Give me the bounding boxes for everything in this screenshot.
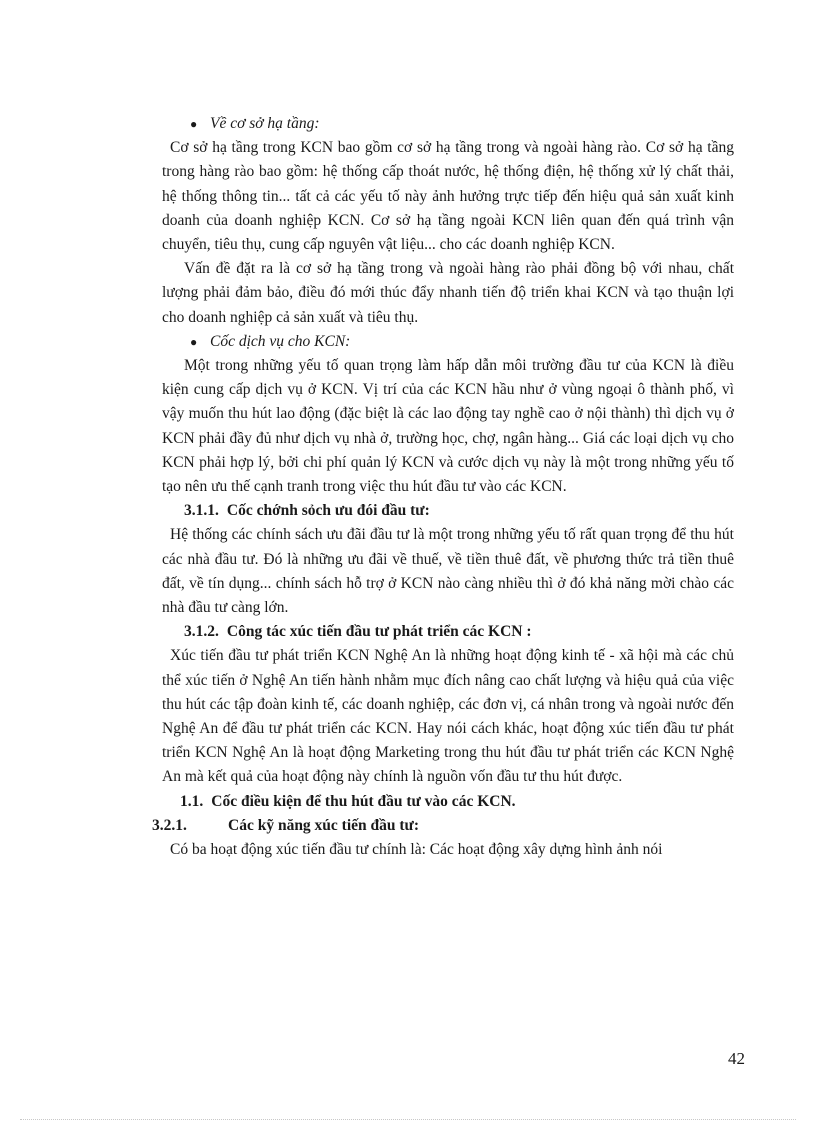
- bullet-label: Cốc dịch vụ cho KCN:: [210, 332, 351, 350]
- paragraph: Hệ thống các chính sách ưu đãi đầu tư là một trong những yếu tố rất quan trọng để thu hút các nhà đầu tư. Đó là những ưu đãi về thuế, về tiền thuê đất, về phương thức trả tiền thuê đất, về tín dụng... chính sách hỗ trợ ở KCN nào càng nhiều thì ở đó khả năng mời chào các nhà đầu tư càng lớn.: [162, 526, 734, 617]
- heading-text: Cốc chớnh sỏch ưu đói đầu tư:: [226, 502, 430, 520]
- section-heading: [180, 790, 734, 814]
- heading-number: 3.1.2.: [184, 623, 219, 641]
- page-number: 42: [728, 1049, 745, 1068]
- paragraph: Vấn đề đặt ra là cơ sở hạ tầng trong và ngoài hàng rào phải đồng bộ với nhau, chất lượng phải đảm bảo, điều đó mới thúc đẩy nhanh tiến độ triển khai KCN và tạo thuận lợi cho doanh nghiệp cả sản xuất và tiêu thụ.: [162, 260, 734, 326]
- bullet-label: Về cơ sở hạ tầng:: [210, 115, 320, 132]
- heading-text: Cốc điều kiện để thu hút đầu tư vào các KCN.: [211, 792, 516, 810]
- bullet-icon: ●: [190, 117, 198, 131]
- bullet-infrastructure: [190, 112, 734, 136]
- heading-text: Công tác xúc tiến đầu tư phát triển các KCN :: [226, 623, 532, 641]
- document-body: [152, 112, 734, 862]
- bullet-icon: ●: [190, 334, 198, 349]
- heading-number: 1.1.: [180, 792, 204, 810]
- paragraph: Cơ sở hạ tầng trong KCN bao gồm cơ sở hạ tầng trong và ngoài hàng rào. Cơ sở hạ tầng trong hàng rào bao gồm: hệ thống cấp thoát nước, hệ thống điện, hệ thống xử lý chất thải, hệ thống thông tin... tất cả các yếu tố này ảnh hưởng trực tiếp đến hiệu quả sản xuất kinh doanh của doanh nghiệp KCN. Cơ sở hạ tầng ngoài KCN liên quan đến quá trình vận chuyển, tiêu thụ, cung cấp nguyên vật liệu... cho các doanh nghiệp KCN.: [162, 139, 734, 254]
- bullet-services: [190, 330, 734, 354]
- heading-text: Các kỹ năng xúc tiến đầu tư:: [228, 816, 420, 834]
- paragraph: Một trong những yếu tố quan trọng làm hấp dẫn môi trường đầu tư của KCN là điều kiện cung cấp dịch vụ ở KCN. Vị trí của các KCN hầu như ở vùng ngoại ô thành phố, vì vậy muốn thu hút lao động (đặc biệt là các lao động tay nghề cao ở nội thành) thì dịch vụ ở KCN phải đầy đủ như dịch vụ nhà ở, trường học, chợ, ngân hàng... Giá các loại dịch vụ cho KCN phải hợp lý, bởi chi phí quản lý KCN và cước dịch vụ này là một trong những yếu tố tạo nên ưu thế cạnh tranh trong việc thu hút đầu tư vào các KCN.: [162, 357, 734, 496]
- section-heading: [152, 814, 734, 838]
- section-heading: [184, 620, 734, 644]
- section-heading: [184, 499, 734, 523]
- heading-number: 3.2.1.: [152, 816, 187, 834]
- heading-number: 3.1.1.: [184, 502, 219, 520]
- paragraph: Có ba hoạt động xúc tiến đầu tư chính là: Các hoạt động xây dựng hình ảnh nói: [170, 841, 663, 859]
- paragraph: Xúc tiến đầu tư phát triển KCN Nghệ An là những hoạt động kinh tế - xã hội mà các chủ thể xúc tiến ở Nghệ An tiến hành nhằm mục đích nâng cao chất lượng và hiệu quả của việc thu hút các tập đoàn kinh tế, các doanh nghiệp, các đơn vị, cá nhân trong và ngoài nước đến Nghệ An để đầu tư phát triển các KCN. Hay nói cách khác, hoạt động xúc tiến đầu tư phát triển KCN Nghệ An là hoạt động Marketing trong thu hút đầu tư phát triển các KCN Nghệ An mà kết quả của hoạt động này chính là nguồn vốn đầu tư thu hút được.: [162, 647, 734, 786]
- page-bottom-divider: [20, 1119, 796, 1120]
